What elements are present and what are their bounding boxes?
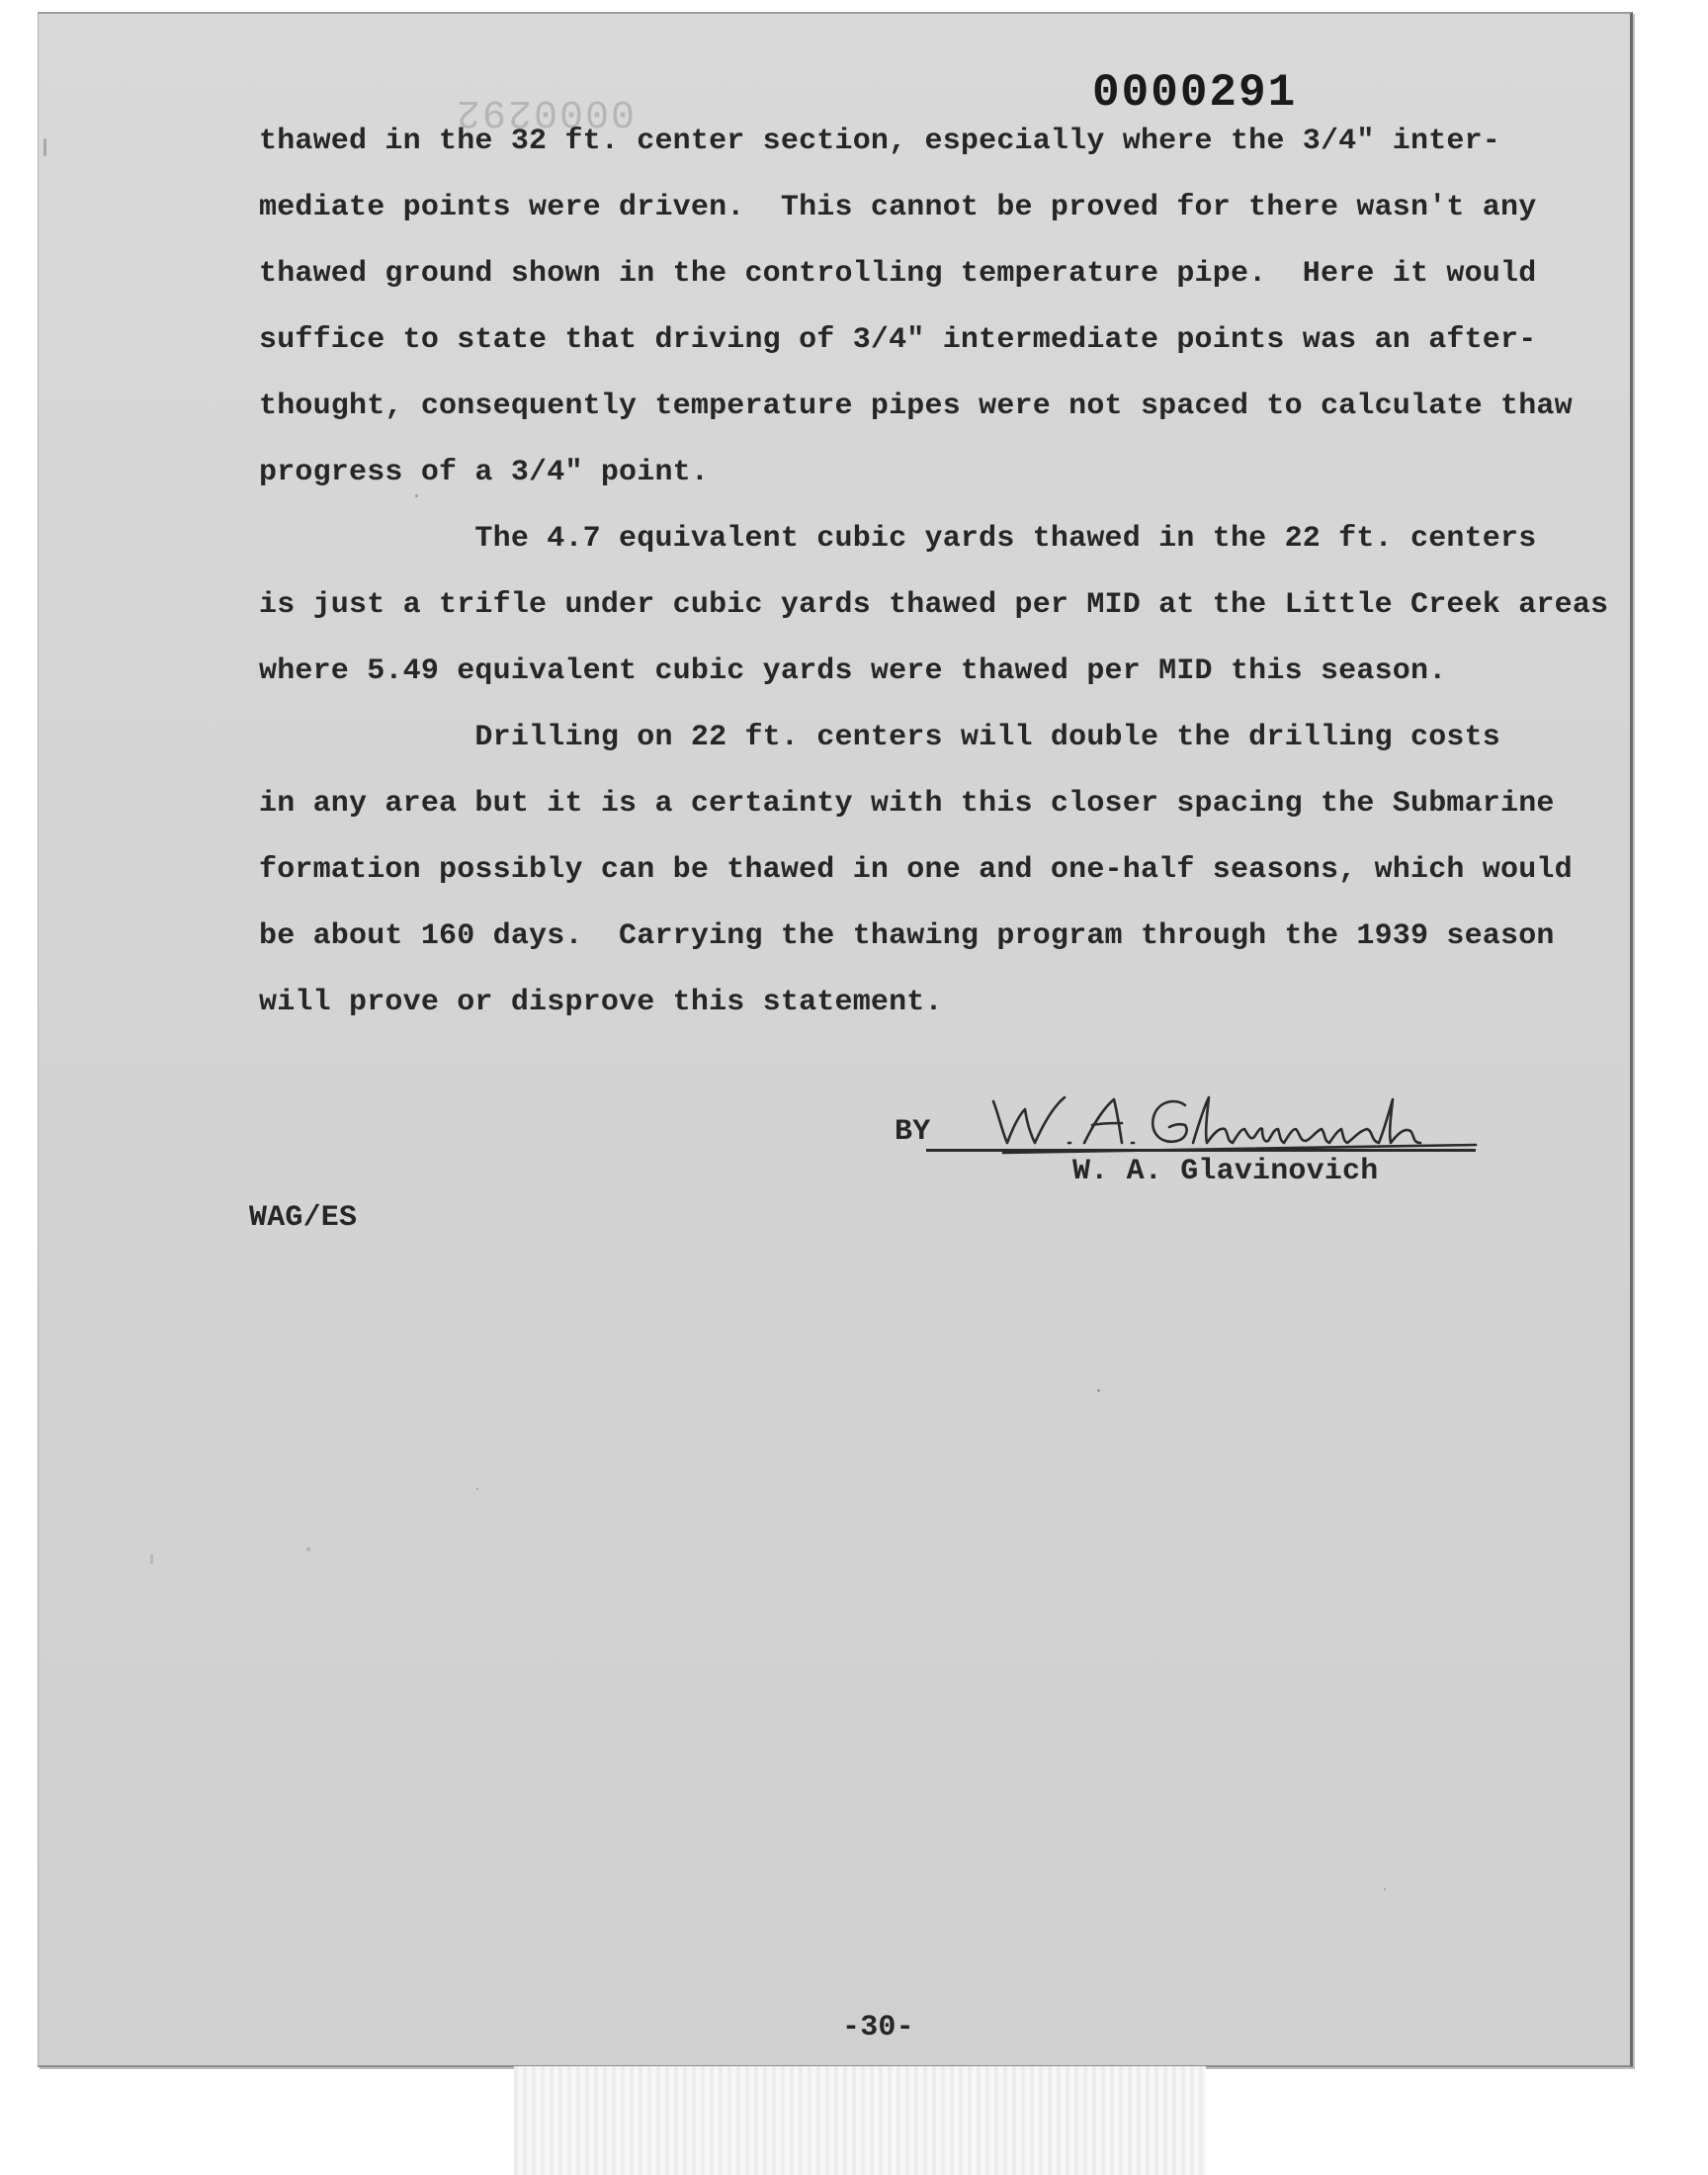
scan-speck [306, 1547, 310, 1551]
scan-speck [1097, 1389, 1100, 1392]
scanned-page [38, 12, 1633, 2067]
scan-speck [150, 1554, 153, 1564]
body-line: be about 160 days. Carrying the thawing program through the 1939 season [259, 919, 1555, 953]
body-line: suffice to state that driving of 3/4" intermediate points was an after- [259, 323, 1537, 357]
body-line: thawed in the 32 ft. center section, especially where the 3/4" inter- [259, 125, 1501, 158]
body-line: in any area but it is a certainty with this closer spacing the Submarine [259, 787, 1555, 821]
bleed-through-number: 0000292 [455, 89, 636, 133]
scan-speck [43, 138, 46, 156]
body-line: formation possibly can be thawed in one and one-half seasons, which would [259, 853, 1573, 887]
document-control-number: 0000291 [1092, 67, 1298, 119]
body-line: thought, consequently temperature pipes were not spaced to calculate thaw [259, 390, 1573, 423]
body-line: will prove or disprove this statement. [259, 986, 943, 1019]
signer-name: W. A. Glavinovich [1072, 1155, 1379, 1188]
body-line: is just a trifle under cubic yards thawed per MID at the Little Creek areas [259, 588, 1609, 622]
typist-initials: WAG/ES [249, 1201, 358, 1235]
signature-block [895, 1088, 1488, 1196]
handwritten-signature [974, 1088, 1488, 1157]
scan-speck [476, 1488, 478, 1490]
body-line: progress of a 3/4" point. [259, 456, 710, 489]
signature-line [926, 1149, 1476, 1152]
by-label: BY [895, 1115, 931, 1149]
body-line: mediate points were driven. This cannot be proved for there wasn't any [259, 191, 1537, 224]
page-number: -30- [842, 2011, 914, 2044]
body-line: where 5.49 equivalent cubic yards were thawed per MID this season. [259, 654, 1447, 688]
body-line: The 4.7 equivalent cubic yards thawed in the 22 ft. centers [259, 522, 1537, 556]
scan-speck [1384, 1888, 1386, 1890]
scan-speck [415, 494, 418, 497]
body-line: thawed ground shown in the controlling temperature pipe. Here it would [259, 257, 1537, 291]
body-line: Drilling on 22 ft. centers will double the drilling costs [259, 721, 1501, 754]
scanner-bed-strip [514, 2066, 1206, 2175]
